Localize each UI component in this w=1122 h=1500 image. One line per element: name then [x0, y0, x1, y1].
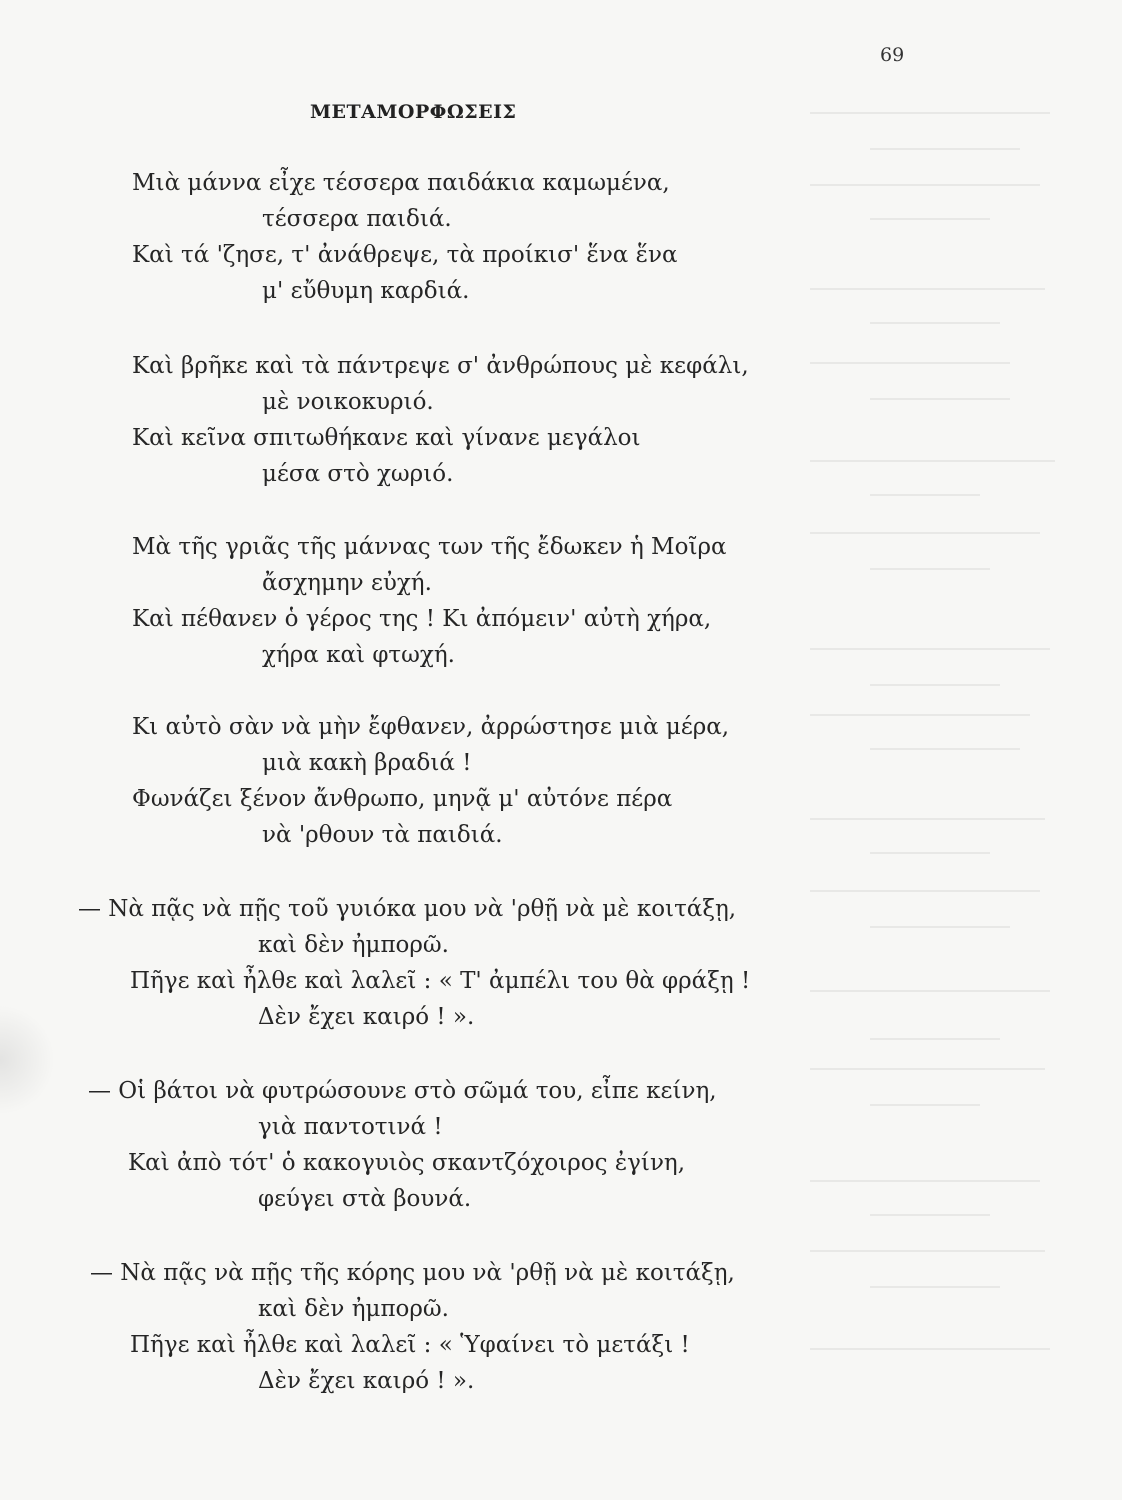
poem-line: γιὰ παντοτινά !: [258, 1114, 443, 1140]
poem-line: — Νὰ πᾷς νὰ πῇς τῆς κόρης μου νὰ 'ρθῇ νὰ μὲ κοιτάξῃ,: [90, 1260, 735, 1286]
poem-line: Καὶ κεῖνα σπιτωθήκανε καὶ γίνανε μεγάλοι: [132, 425, 641, 451]
poem-line: Μιὰ μάννα εἶχε τέσσερα παιδάκια καμωμένα,: [132, 170, 670, 196]
poem-line: — Οἱ βάτοι νὰ φυτρώσουνε στὸ σῶμά του, εἶπε κείνη,: [88, 1078, 717, 1104]
poem-line: μ' εὔθυμη καρδιά.: [262, 278, 470, 304]
poem-line: νὰ 'ρθουν τὰ παιδιά.: [262, 822, 503, 848]
poem-line: — Νὰ πᾷς νὰ πῇς τοῦ γυιόκα μου νὰ 'ρθῇ νὰ μὲ κοιτάξῃ,: [78, 896, 737, 922]
poem-line: ἄσχημην εὐχή.: [262, 570, 432, 596]
poem-line: φεύγει στὰ βουνά.: [258, 1186, 472, 1212]
poem-line: Πῆγε καὶ ἦλθε καὶ λαλεῖ : « Τ' ἀμπέλι του θὰ φράξῃ !: [130, 968, 751, 994]
poem-line: καὶ δὲν ἠμπορῶ.: [258, 932, 449, 958]
poem-title: ΜΕΤΑΜΟΡΦΩΣΕΙΣ: [310, 101, 517, 123]
poem-line: μέσα στὸ χωριό.: [262, 461, 454, 487]
poem-line: Φωνάζει ξένον ἄνθρωπο, μηνᾷ μ' αὐτόνε πέρα: [132, 786, 673, 812]
poem-line: Καὶ τά 'ζησε, τ' ἀνάθρεψε, τὰ προίκισ' ἕνα ἕνα: [132, 242, 678, 268]
page-number: 69: [880, 44, 905, 66]
poem-line: Καὶ ἀπὸ τότ' ὁ κακογυιὸς σκαντζόχοιρος ἐγίνη,: [128, 1150, 686, 1176]
poem-line: χήρα καὶ φτωχή.: [262, 642, 455, 668]
poem-line: Καὶ πέθανεν ὁ γέρος της ! Κι ἀπόμειν' αὐτὴ χήρα,: [132, 606, 712, 632]
reverse-page-bleed: [810, 100, 1122, 1400]
poem-line: Μὰ τῆς γριᾶς τῆς μάννας των τῆς ἔδωκεν ἡ Μοῖρα: [132, 534, 727, 560]
poem-line: Πῆγε καὶ ἦλθε καὶ λαλεῖ : « Ὑφαίνει τὸ μετάξι !: [130, 1332, 690, 1358]
poem-line: μιὰ κακὴ βραδιά !: [262, 750, 472, 776]
poem-line: Κι αὐτὸ σὰν νὰ μὴν ἔφθανεν, ἀρρώστησε μιὰ μέρα,: [132, 714, 730, 740]
poem-line: μὲ νοικοκυριό.: [262, 389, 434, 415]
poem-line: τέσσερα παιδιά.: [262, 206, 452, 232]
poem-line: καὶ δὲν ἠμπορῶ.: [258, 1296, 449, 1322]
scan-smudge: [0, 1005, 55, 1115]
poem-line: Καὶ βρῆκε καὶ τὰ πάντρεψε σ' ἀνθρώπους μὲ κεφάλι,: [132, 353, 749, 379]
poem-line: Δὲν ἔχει καιρό ! ».: [258, 1004, 475, 1030]
poem-line: Δὲν ἔχει καιρό ! ».: [258, 1368, 475, 1394]
